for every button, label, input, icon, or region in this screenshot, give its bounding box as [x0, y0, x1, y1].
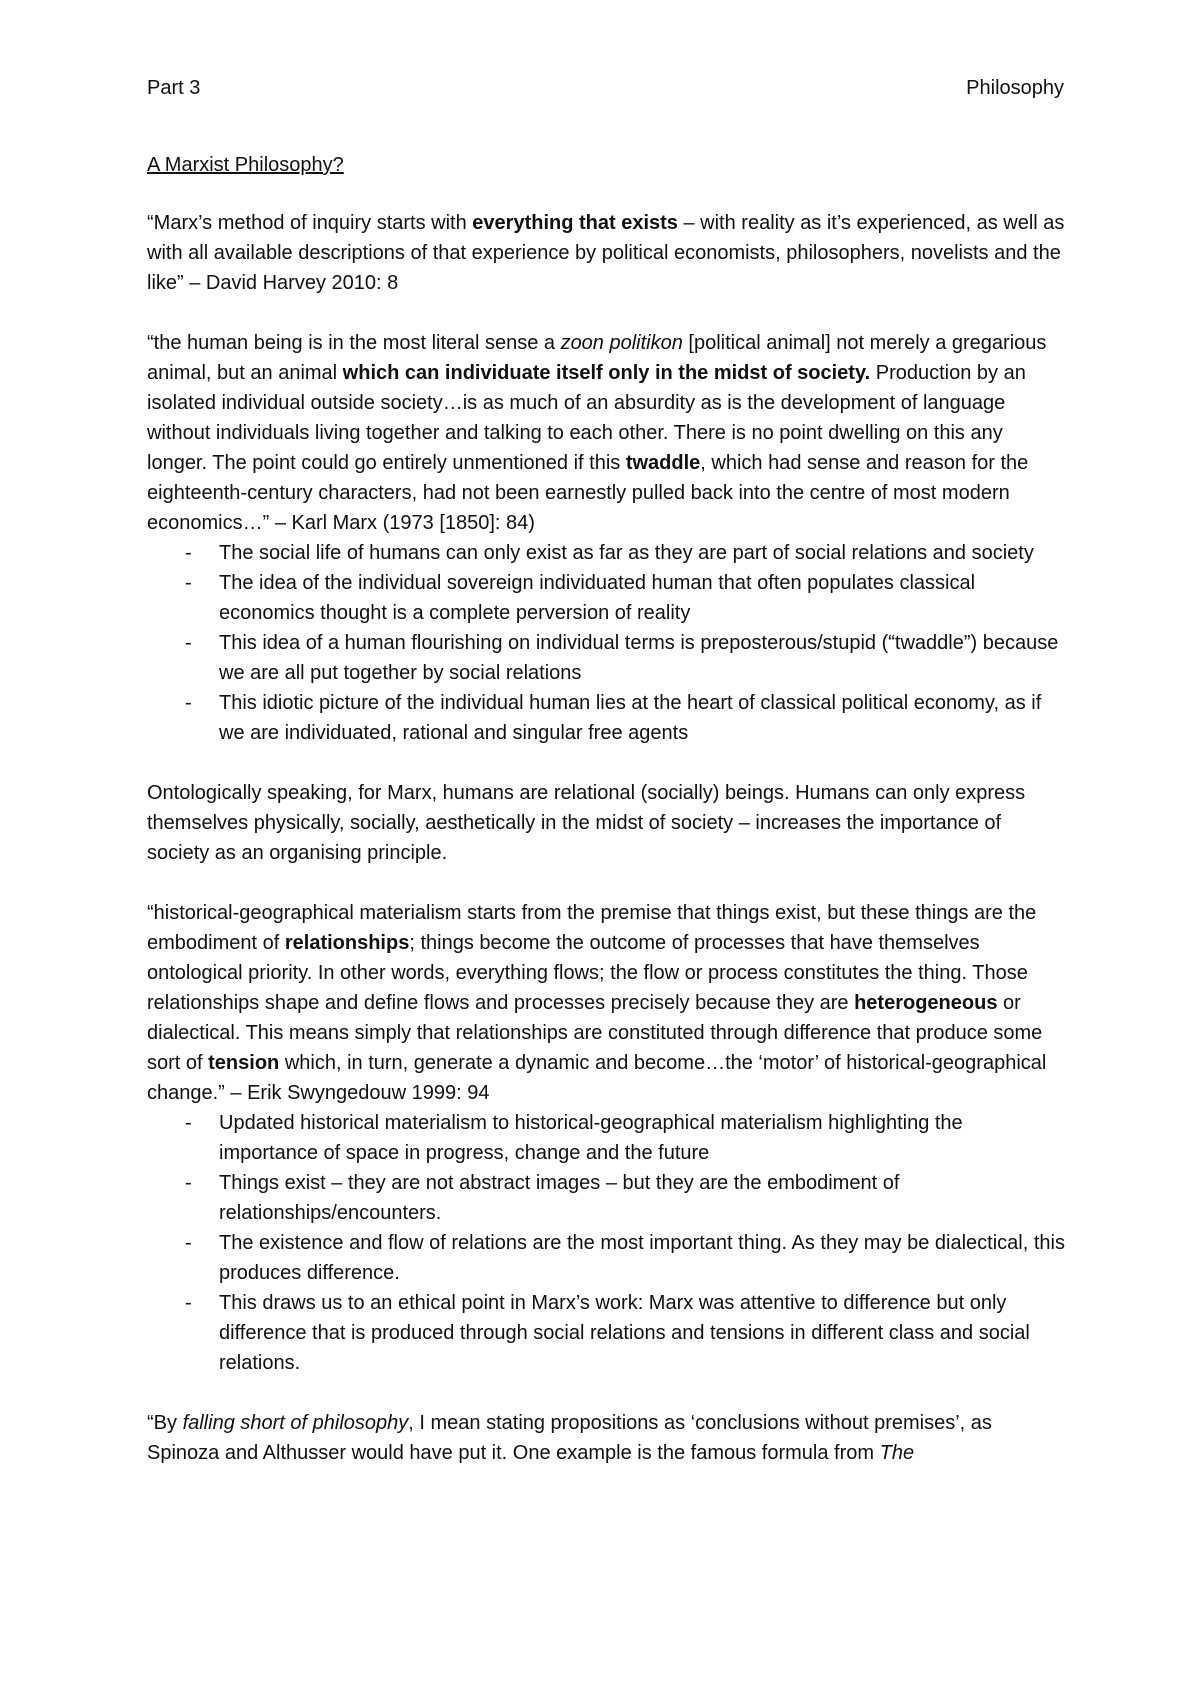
- quote-text: ; things become the outcome of processes that have themselves ontological priority. In other words, everything flows; the flow or process constitutes the thing. Those relationships shape and define flows and processes precisely because they are: [147, 932, 1028, 1014]
- marx-notes-list: [147, 538, 1067, 748]
- list-item: - Things exist – they are not abstract images – but they are the embodiment of relationships/encounters.: [147, 1168, 1067, 1228]
- list-item: - The idea of the individual sovereign individuated human that often populates classical economics thought is a complete perversion of reality: [147, 568, 1067, 628]
- list-item: - The social life of humans can only exist as far as they are part of social relations and society: [147, 538, 1067, 568]
- quote-text: , I mean stating propositions as ‘conclusions without premises’, as Spinoza and Althusser would have put it. One example is the famous formula from: [147, 1412, 992, 1464]
- quote-italic: falling short of philosophy: [182, 1412, 409, 1434]
- swyngedouw-notes-list: [147, 1108, 1067, 1378]
- quote-emphasis: relationships: [284, 932, 410, 954]
- quote-text: “By: [147, 1412, 183, 1434]
- quote-text: Production by an isolated individual outside society…is as much of an absurdity as is the development of language without individuals living together and talking to each other. There is no point dwelling on this any longer. The point could go entirely unmentioned if this: [147, 362, 1026, 474]
- quote-italic: zoon politikon: [560, 332, 683, 354]
- header-subject-label: Philosophy: [966, 77, 1064, 99]
- list-item: - This idea of a human flourishing on individual terms is preposterous/stupid (“twaddle”) because we are all put together by social relations: [147, 628, 1067, 688]
- page-header: [147, 74, 1064, 102]
- swyngedouw-quote: [147, 898, 1067, 1108]
- ontology-paragraph: Ontologically speaking, for Marx, humans are relational (socially) beings. Humans can only express themselves physically, socially, aesthetically in the midst of society – increases the importance of society as an organising principle.: [147, 782, 1026, 864]
- quote-emphasis: everything that exists: [472, 212, 678, 234]
- header-part-label: Part 3: [147, 77, 201, 99]
- quote-text: , which had sense and reason for the eighteenth-century characters, had not been earnestly pulled back into the centre of most modern economics…” – Karl Marx (1973 [1850]: 84): [147, 452, 1029, 534]
- quote-text: “the human being is in the most literal sense a: [147, 332, 561, 354]
- quote-text: or dialectical. This means simply that relationships are constituted through difference that produce some sort of: [147, 992, 1043, 1074]
- quote-text: – with reality as it’s experienced, as well as with all available descriptions of that experience by political economists, philosophers, novelists and the like” – David Harvey 2010: 8: [147, 212, 1065, 294]
- quote-text: [political animal] not merely a gregarious animal, but an animal: [147, 332, 1047, 384]
- list-item: - This draws us to an ethical point in Marx’s work: Marx was attentive to difference but only difference that is produced through social relations and tensions in different class and social relations.: [147, 1288, 1067, 1378]
- quote-italic: The: [879, 1442, 915, 1464]
- quote-emphasis: tension: [208, 1052, 280, 1074]
- quote-text: which, in turn, generate a dynamic and become…the ‘motor’ of historical-geographical change.” – Erik Swyngedouw 1999: 94: [147, 1052, 1047, 1104]
- marx-quote: [147, 328, 1067, 538]
- list-item: - The existence and flow of relations are the most important thing. As they may be dialectical, this produces difference.: [147, 1228, 1067, 1288]
- list-item: - Updated historical materialism to historical-geographical materialism highlighting the importance of space in progress, change and the future: [147, 1108, 1067, 1168]
- final-quote: [147, 1408, 1067, 1468]
- document-title: A Marxist Philosophy?: [147, 154, 344, 176]
- quote-text: “historical-geographical materialism starts from the premise that things exist, but these things are the embodiment of: [147, 902, 1037, 954]
- quote-text: “Marx’s method of inquiry starts with: [147, 212, 473, 234]
- quote-emphasis: twaddle: [625, 452, 701, 474]
- quote-emphasis: which can individuate itself only in the midst of society.: [342, 362, 871, 384]
- harvey-quote: [147, 208, 1067, 298]
- document-body: [147, 150, 1067, 1498]
- quote-emphasis: heterogeneous: [854, 992, 998, 1014]
- list-item: - This idiotic picture of the individual human lies at the heart of classical political economy, as if we are individuated, rational and singular free agents: [147, 688, 1067, 748]
